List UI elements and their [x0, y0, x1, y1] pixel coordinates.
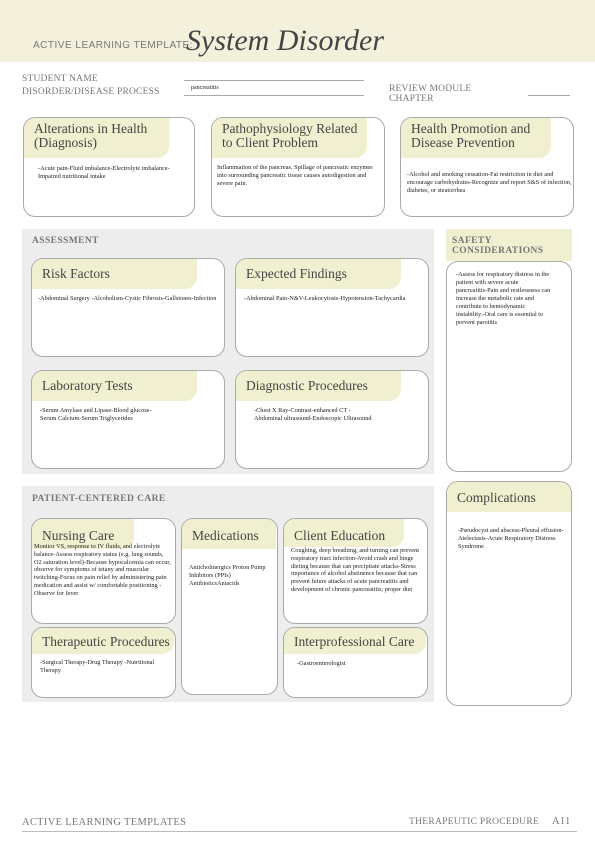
complications-box [446, 481, 572, 706]
expected-findings-content: -Abdominal Pain-N&V-Leukocytosis-Hypotension-Tachycardia [244, 295, 406, 302]
pathophysiology-box [211, 117, 385, 217]
health-promotion-box [400, 117, 574, 217]
assessment-title: ASSESSMENT [32, 236, 99, 246]
nursing-care-box [31, 518, 176, 624]
medications-content: Anticholinergics Proton Pump Inhibitors (PPIs) AntibioticsAntacids [189, 564, 266, 587]
expected-findings-title: Expected Findings [236, 259, 401, 289]
therapeutic-box [31, 627, 176, 698]
chapter-line[interactable] [528, 95, 570, 96]
footer-left: ACTIVE LEARNING TEMPLATES [22, 817, 187, 828]
diagnostic-content: -Chest X Ray-Contrast-enhanced CT -Abdominal ultrasound-Endoscopic Ultrasound [254, 407, 372, 422]
disorder-value: pancreatitis [191, 85, 219, 91]
nursing-care-content: Monitor VS, response to IV fluids, and electrolyte balance-Assess respiratory status (e.g. lung sounds, O2 saturation level)-Because hypocalcemia can occur, observe for symptoms of tetany and muscular twitching-Focus on pain relief by administering pain medication and assist w/ comfortable positioning -Observe for fever [34, 543, 171, 597]
template-prefix: ACTIVE LEARNING TEMPLATE: [33, 40, 193, 51]
client-education-box [283, 518, 428, 624]
alterations-title: Alterations in Health (Diagnosis) [24, 118, 169, 158]
pathophysiology-title: Pathophysiology Related to Client Problem [212, 118, 367, 158]
risk-factors-content: -Abdominal Surgery -Alcoholism-Cystic Fibrosis-Gallstones-Infection [38, 295, 217, 302]
pathophysiology-content: Inflammation of the pancreas. Spillage of pancreatic enzymes into surrounding pancreatic tissue causes autodigestion and severe pain. [217, 164, 373, 187]
safety-box [446, 261, 572, 472]
medications-box [181, 518, 278, 695]
diagnostic-box [235, 370, 429, 469]
client-education-title: Client Education [284, 519, 404, 547]
safety-title: SAFETY CONSIDERATIONS [452, 236, 544, 256]
nursing-care-title: Nursing Care [32, 519, 134, 549]
alterations-content: -Acute pain-Fluid imbalance-Electrolyte imbalance-Impaired nutritional intake [38, 165, 170, 180]
safety-content: -Assess for respiratory distress in the patient with severe acute pancreatitis-Pain and restlessness can increase the metabolic rate and contribute to hemodynamic instability.-Oral care is essential to prevent parotitis [456, 271, 551, 326]
risk-factors-title: Risk Factors [32, 259, 197, 289]
lab-tests-title: Laboratory Tests [32, 371, 197, 401]
lab-tests-content: -Serum Amylase and Lipase-Blood glucose-Serum Calcium-Serum Triglycerides [40, 407, 152, 422]
disorder-line[interactable] [184, 95, 364, 96]
interprofessional-title: Interprofessional Care [284, 628, 426, 654]
disorder-label: DISORDER/DISEASE PROCESS [22, 87, 160, 97]
health-promotion-title: Health Promotion and Disease Prevention [401, 118, 551, 158]
footer-page: A11 [552, 816, 571, 827]
lab-tests-box [31, 370, 225, 469]
interprofessional-content: -Gastroenterologist [297, 660, 346, 667]
patient-care-title: PATIENT-CENTERED CARE [32, 494, 166, 504]
footer-rule [22, 831, 577, 832]
chapter-label: CHAPTER [389, 94, 434, 104]
student-name-label: STUDENT NAME [22, 74, 98, 84]
footer-right: THERAPEUTIC PROCEDURE [409, 817, 540, 827]
complications-content: -Pseudocyst and abscess-Pleural effusion-Atelectasis-Acute Respiratory Distress Syndrome [458, 527, 564, 550]
review-module-label: REVIEW MODULE [389, 84, 472, 94]
interprofessional-box [283, 627, 428, 698]
diagnostic-title: Diagnostic Procedures [236, 371, 401, 401]
alterations-box [23, 117, 195, 217]
template-title: System Disorder [186, 24, 385, 57]
therapeutic-content: -Surgical Therapy-Drug Therapy -Nutritional Therapy [40, 659, 155, 674]
therapeutic-title: Therapeutic Procedures [32, 628, 174, 654]
health-promotion-content: -Alcohol and smoking cessation-Fat restriction in diet and encourage carbohydrates-Recognize and report S&S of infection, diabetes, or steatorrhea [407, 171, 572, 194]
expected-findings-box [235, 258, 429, 357]
medications-title: Medications [182, 519, 276, 549]
client-education-content: Coughing, deep breathing, and turning can prevent respiratory tract infection-Avoid crash and binge dieting because that can precipitate attacks-Stress importance of alcohol abstinence because that can prevent future attacks of acute pancreatitis and development of chronic pancreatitis; proper diet [291, 547, 420, 593]
risk-factors-box [31, 258, 225, 357]
student-name-line[interactable] [184, 80, 364, 81]
complications-title: Complications [447, 482, 571, 512]
